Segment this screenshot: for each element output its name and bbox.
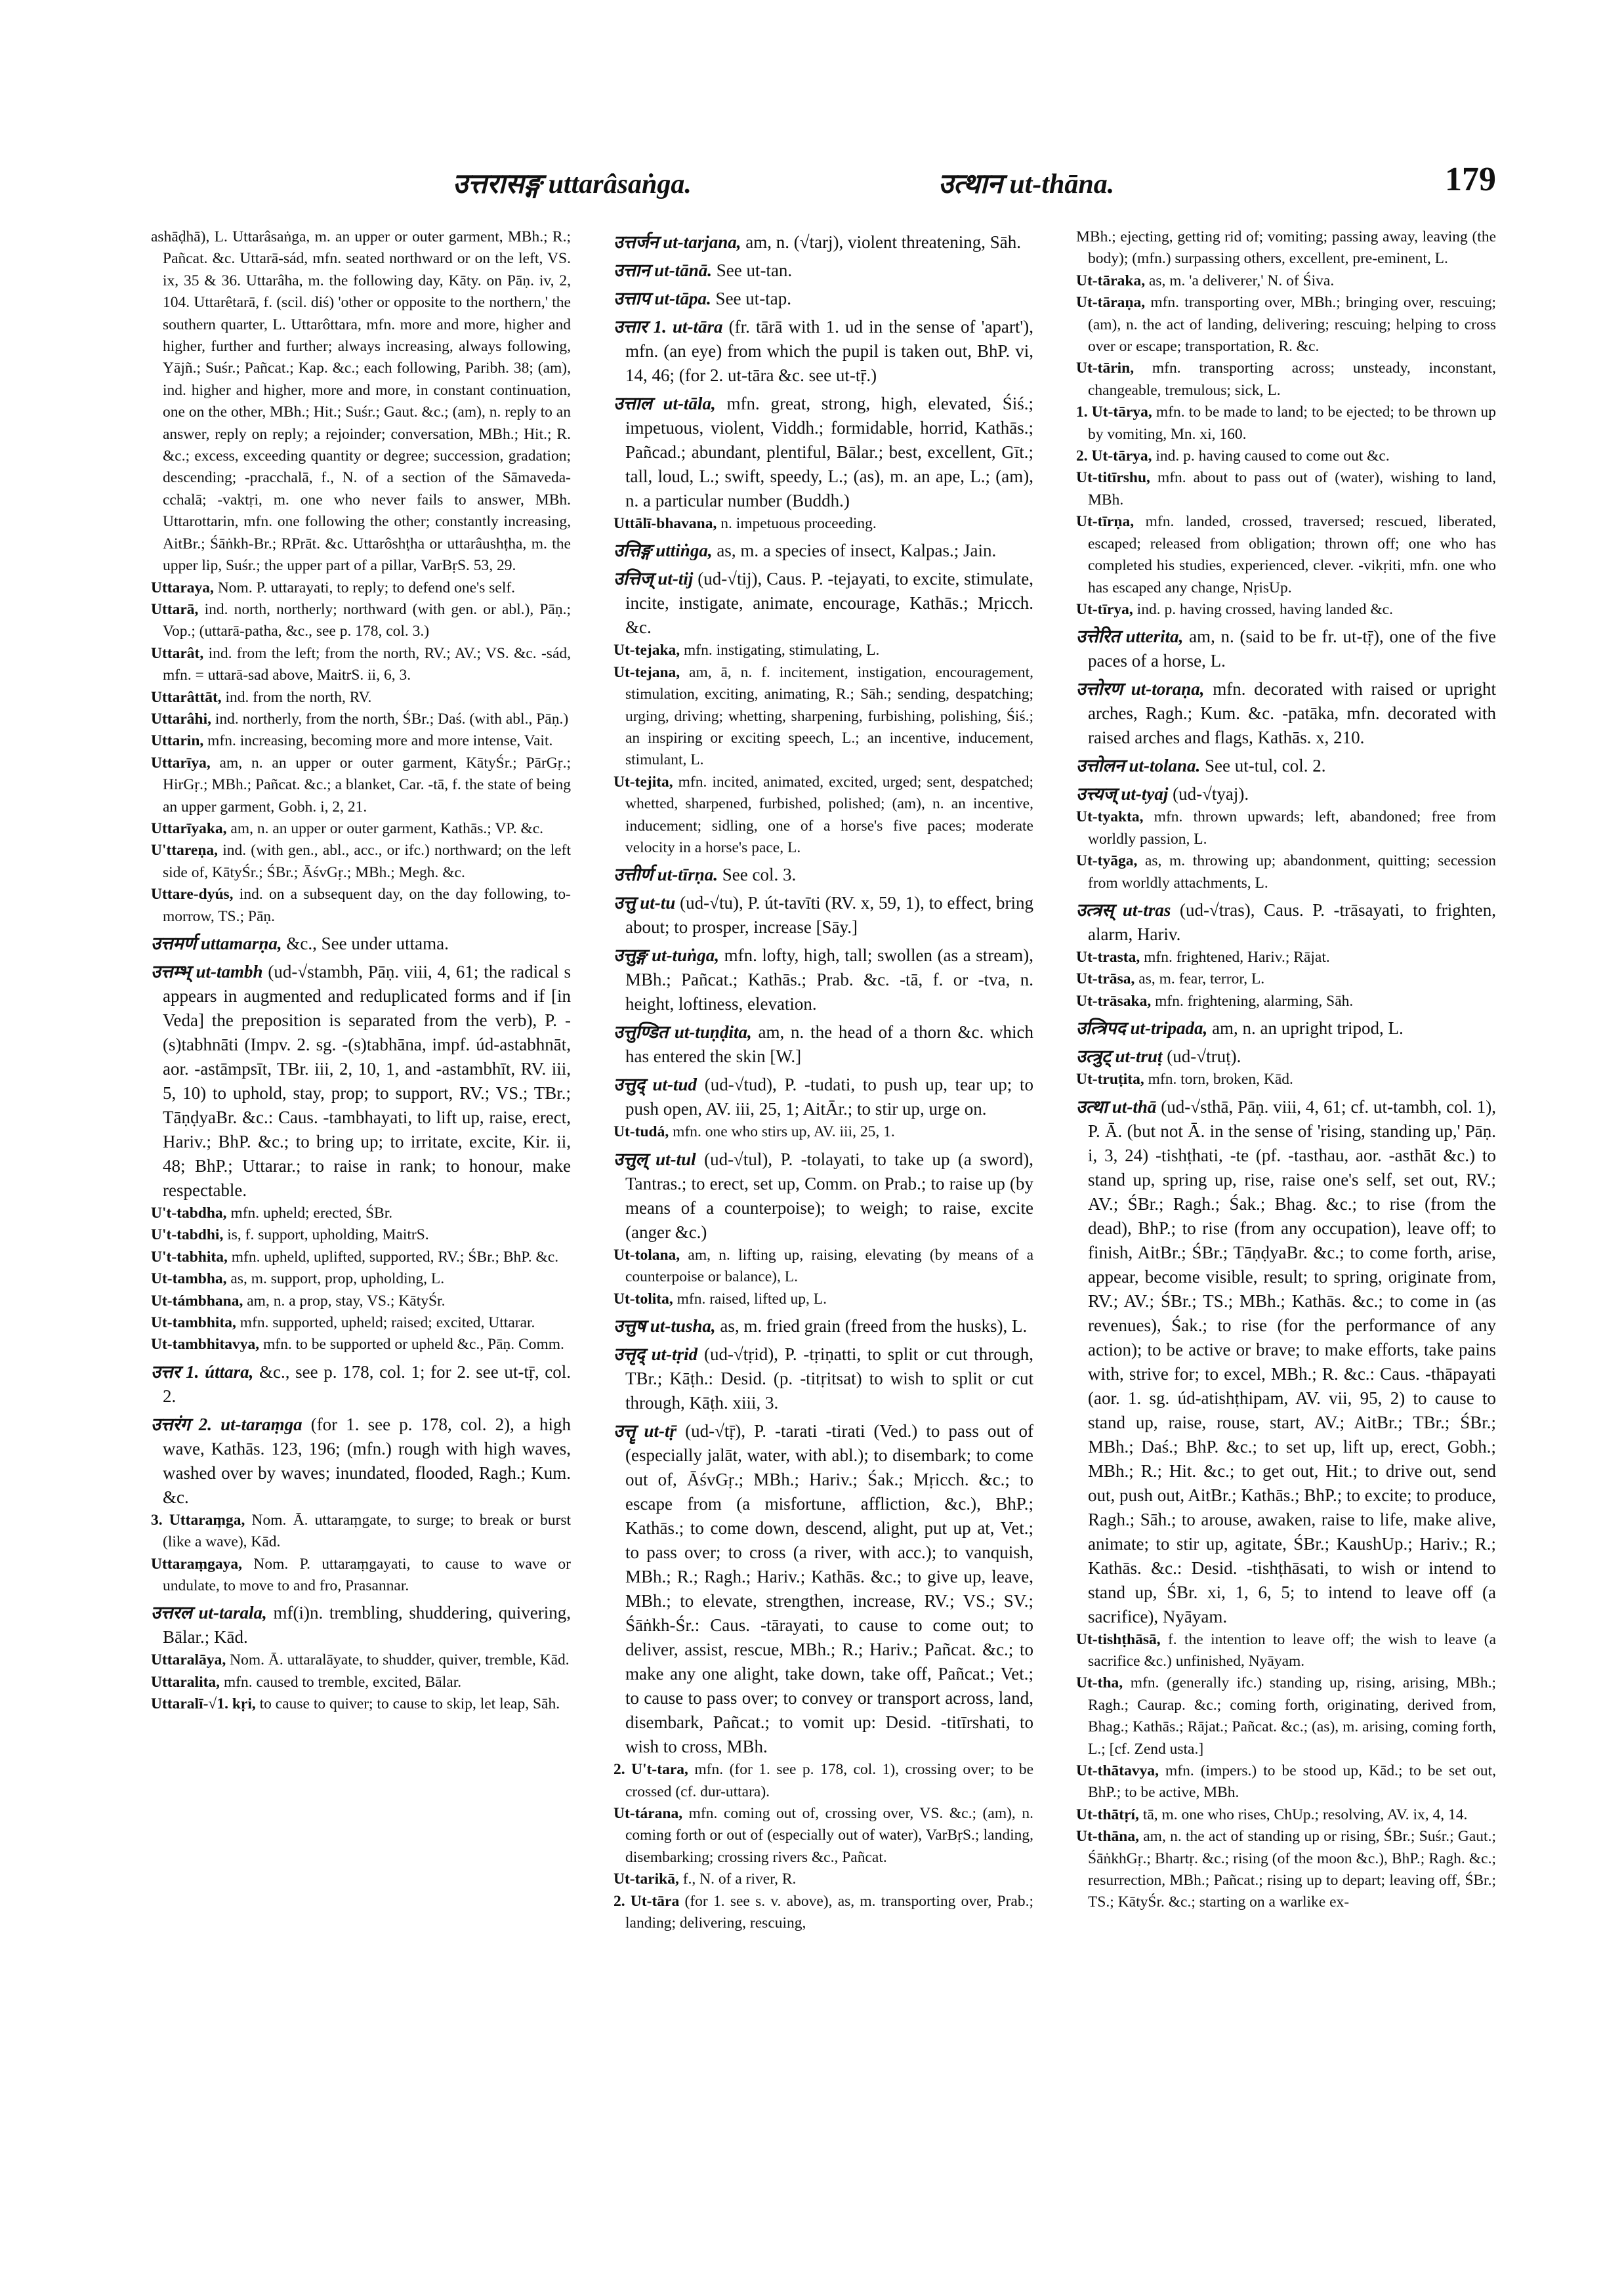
dictionary-entry xyxy=(614,1419,1033,1759)
entry-headword: Uttaralī-√1. kṛi, xyxy=(151,1695,256,1713)
dictionary-entry xyxy=(1076,1826,1496,1914)
entry-headword: 2. Ut-tāra xyxy=(614,1892,680,1910)
entry-headword: उत्तेरित utterita, xyxy=(1076,627,1184,647)
dictionary-entry xyxy=(151,1247,571,1268)
dictionary-entry xyxy=(1076,599,1496,621)
dictionary-entry xyxy=(151,599,571,643)
entry-definition: mfn. (generally ifc.) standing up, rising, arising, MBh.; Ragh.; Caurap. &c.; coming forth, originating, derived from, Bhag.; Kathās.; Rājat.; Pañcat. &c.; (as), m. arising, coming forth, L.; [cf. Zend usta.] xyxy=(1088,1674,1496,1758)
entry-definition: ind. north, northerly; northward (with gen. or abl.), Pāṇ.; Vop.; (uttarā-patha, &c., see p. 178, col. 3.) xyxy=(163,600,571,640)
entry-headword: 2. Ut-tārya, xyxy=(1076,447,1152,465)
entry-definition: (ud-√truṭ). xyxy=(1167,1046,1241,1067)
entry-definition: mfn. to be made to land; to be ejected; to be thrown up by vomiting, Mn. xi, 160. xyxy=(1088,403,1496,443)
entry-definition: n. impetuous proceeding. xyxy=(720,515,877,532)
entry-headword: उत्तृद् ut-tṛid xyxy=(614,1344,698,1365)
dictionary-entry xyxy=(151,1649,571,1671)
entry-definition: as, m. support, prop, upholding, L. xyxy=(230,1270,445,1288)
entry-definition: See ut-tul, col. 2. xyxy=(1205,756,1326,776)
entry-definition: (ud-√tyaj). xyxy=(1173,784,1249,804)
dictionary-entry xyxy=(614,392,1033,513)
entry-definition: ind. from the north, RV. xyxy=(225,688,372,706)
entry-headword: Uttarâhi, xyxy=(151,710,212,728)
dictionary-entry xyxy=(614,1342,1033,1415)
entry-definition: ind. p. having crossed, having landed &c. xyxy=(1136,600,1393,618)
dictionary-columns xyxy=(151,226,1496,2247)
entry-headword: Ut-tyāga, xyxy=(1076,852,1138,870)
entry-definition: ind. from the left; from the north, RV.; AV.; VS. &c. -sád, mfn. = uttarā-sad above, MaitrS. ii, 6, 3. xyxy=(163,644,571,684)
entry-headword: U't-tabdhi, xyxy=(151,1226,224,1244)
entry-headword: Ut-tārin, xyxy=(1076,360,1135,377)
entry-headword: उत्था ut-thā xyxy=(1076,1096,1157,1117)
entry-headword: Uttarīya, xyxy=(151,754,211,772)
entry-definition: mfn. transporting across; unsteady, inconstant, changeable, tremulous; sick, L. xyxy=(1088,360,1496,399)
entry-headword: Ut-tudá, xyxy=(614,1123,669,1141)
entry-headword: Ut-tejaka, xyxy=(614,642,680,659)
dictionary-entry xyxy=(1076,1672,1496,1760)
entry-definition: ind. on a subsequent day, on the day following, to-morrow, TS.; Pāṇ. xyxy=(163,886,571,925)
entry-definition: f., N. of a river, R. xyxy=(682,1871,797,1888)
entry-definition: &c., see p. 178, col. 1; for 2. see ut-tṝ, col. 2. xyxy=(163,1361,571,1406)
dictionary-entry xyxy=(1076,226,1496,270)
dictionary-entry xyxy=(1076,1760,1496,1804)
entry-headword: Ut-tejita, xyxy=(614,773,673,791)
dictionary-entry xyxy=(151,1554,571,1598)
dictionary-entry xyxy=(614,287,1033,311)
entry-headword: उत्तिङ्ग uttiṅga, xyxy=(614,541,713,561)
dictionary-entry xyxy=(614,1314,1033,1338)
dictionary-entry xyxy=(1076,467,1496,511)
dictionary-entry xyxy=(1076,292,1496,358)
entry-headword: Ut-trāsaka, xyxy=(1076,992,1152,1010)
dictionary-entry xyxy=(614,943,1033,1016)
entry-definition: (ud-√tu), P. út-tavīti (RV. x, 59, 1), to effect, bring about; to prosper, increase [Sāy.] xyxy=(625,893,1033,938)
entry-definition: Nom. P. uttaraṃgayati, to cause to wave or undulate, to move to and fro, Prasannar. xyxy=(163,1555,571,1595)
entry-headword: उत्तरल ut-tarala, xyxy=(151,1603,267,1623)
dictionary-entry xyxy=(151,1693,571,1715)
entry-headword: Ut-thāna, xyxy=(1076,1828,1139,1846)
entry-headword: Ut-thātṛí, xyxy=(1076,1806,1139,1823)
entry-definition: ind. p. having caused to come out &c. xyxy=(1156,447,1390,465)
entry-definition: as, m. fried grain (freed from the husks), L. xyxy=(720,1316,1028,1336)
dictionary-entry xyxy=(1076,358,1496,402)
entry-definition: (ud-√stambh, Pāṇ. viii, 4, 61; the radical s appears in augmented and reduplicated forms and if [in Veda] the preposition is separated from the verb), P. -(s)tabhnāti (Impv. 2. sg. -(s)tabhāna, impf. úd-astabhnāt, aor. -astāmpsīt, TBr. iii, 2, 10, 1, and -astambhīt, RV. iii, 5, 10) to uphold, stay, prop; to support, RV.; VS.; TBr.; TāṇḍyaBr. &c.: Caus. -tambhayati, to lift up, raise, erect, Hariv.; BhP. &c.; to bring up; to irritate, excite, Kir. ii, 48; BhP.; Uttarar.; to raise in rank; to honour, make respectable. xyxy=(163,962,571,1200)
entry-headword: Uttaraya, xyxy=(151,579,214,596)
dictionary-entry xyxy=(614,640,1033,661)
dictionary-entry xyxy=(151,226,571,577)
entry-headword: Ut-tishṭhāsā, xyxy=(1076,1630,1161,1648)
dictionary-entry xyxy=(151,1224,571,1246)
entry-headword: U't-tabhita, xyxy=(151,1248,228,1266)
entry-headword: 3. Uttaraṃga, xyxy=(151,1511,245,1529)
entry-headword: 1. Ut-tārya, xyxy=(1076,403,1152,421)
entry-definition: mfn. to be supported or upheld &c., Pāṇ. Comm. xyxy=(263,1336,564,1354)
column-3 xyxy=(1076,226,1496,2247)
entry-definition: Nom. Ā. uttaraṃgate, to surge; to break or burst (like a wave), Kād. xyxy=(163,1511,571,1551)
entry-definition: mfn. supported, upheld; raised; excited, Uttarar. xyxy=(239,1314,535,1332)
entry-definition: mfn. torn, broken, Kād. xyxy=(1148,1071,1293,1088)
entry-headword: Ut-tarikā, xyxy=(614,1871,679,1888)
entry-definition: mfn. one who stirs up, AV. iii, 25, 1. xyxy=(673,1123,895,1141)
dictionary-entry xyxy=(151,1672,571,1693)
dictionary-entry xyxy=(151,643,571,687)
entry-definition: mfn. frightening, alarming, Sāh. xyxy=(1155,992,1354,1010)
entry-definition: mfn. caused to tremble, excited, Bālar. xyxy=(223,1673,462,1691)
entry-headword: U't-tabdha, xyxy=(151,1205,227,1222)
dictionary-entry xyxy=(1076,1016,1496,1041)
entry-headword: Ut-tambhita, xyxy=(151,1314,236,1332)
entry-definition: am, ā, n. f. incitement, instigation, encouragement, stimulation, exciting, animating, R.; Sāh.; sending, despatching; urging, driving; whetting, sharpening, furbishing, polishing, Śiś.; an inspiring or exciting speech, L.; an incentive, inducement, stimulant, L. xyxy=(625,663,1033,769)
entry-headword: Uttālī-bhavana, xyxy=(614,515,717,532)
entry-headword: उत्तुण्डित ut-tuṇḍita, xyxy=(614,1022,752,1043)
entry-definition: See ut-tap. xyxy=(715,289,792,308)
entry-headword: उत्त्रुट् ut-truṭ xyxy=(1076,1046,1163,1067)
entry-headword: उत्तर्जन ut-tarjana, xyxy=(614,232,741,252)
dictionary-entry xyxy=(1076,947,1496,968)
entry-headword: Ut-tha, xyxy=(1076,1674,1123,1692)
entry-definition: (ud-√tṛid), P. -tṛiṇatti, to split or cut through, TBr.; Kāṭh.: Desid. (p. -titṛitsat) to wish to split or cut through, Kāṭh. xiii, 3. xyxy=(625,1344,1033,1413)
entry-headword: उत्तुल् ut-tul xyxy=(614,1149,696,1169)
dictionary-entry xyxy=(151,730,571,752)
entry-definition: MBh.; ejecting, getting rid of; vomiting; passing away, leaving (the body); (mfn.) surpassing others, excellent, pre-eminent, L. xyxy=(1076,228,1496,268)
entry-definition: mfn. lofty, high, tall; swollen (as a stream), MBh.; Pañcat.; Kathās.; Prab. &c. -tā, f. or -tva, n. height, loftiness, elevation. xyxy=(625,945,1033,1014)
entry-headword: उत्तार 1. ut-tāra xyxy=(614,317,723,337)
entry-headword: उत्त्रिपद ut-tripada, xyxy=(1076,1018,1208,1039)
entry-definition: mfn. coming out of, crossing over, VS. &c.; (am), n. coming forth or out of (especially out of water), VarBṛS.; landing, disembarking; crossing rivers &c., Pañcat. xyxy=(625,1804,1033,1866)
entry-definition: Nom. Ā. uttaralāyate, to shudder, quiver, tremble, Kād. xyxy=(230,1651,570,1669)
entry-definition: is, f. support, upholding, MaitrS. xyxy=(227,1226,429,1244)
entry-headword: उत्तरंग 2. ut-taraṃga xyxy=(151,1414,302,1434)
entry-headword: उत्तर 1. úttara, xyxy=(151,1361,254,1382)
entry-headword: उत्तान ut-tānā. xyxy=(614,260,712,280)
dictionary-entry xyxy=(151,709,571,730)
dictionary-entry xyxy=(151,932,571,956)
entry-definition: mfn. frightened, Hariv.; Rājat. xyxy=(1144,948,1330,966)
entry-definition: mfn. decorated with raised or upright arches, Ragh.; Kum. &c. -patāka, mfn. decorated with raised arches and flags, Kathās. x, 210. xyxy=(1088,679,1496,748)
dictionary-entry xyxy=(1076,754,1496,778)
dictionary-entry xyxy=(614,1245,1033,1289)
dictionary-entry xyxy=(614,863,1033,887)
entry-definition: tā, m. one who rises, ChUp.; resolving, AV. ix, 4, 14. xyxy=(1142,1806,1468,1823)
entry-headword: उत्तम्भ् ut-tambh xyxy=(151,962,263,982)
entry-headword: Ut-thātavya, xyxy=(1076,1762,1159,1779)
dictionary-entry xyxy=(1076,1629,1496,1673)
entry-headword: Uttaralita, xyxy=(151,1673,220,1691)
dictionary-entry xyxy=(614,567,1033,640)
header-left-catchword: उत्तरासङ्ग uttarâsaṅga. xyxy=(453,169,692,199)
dictionary-entry xyxy=(614,1759,1033,1803)
dictionary-entry xyxy=(151,753,571,818)
entry-definition: (ud-√tṝ), P. -tarati -tirati (Ved.) to pass out of (especially jalāt, water, with abl.); to disembark; to come out of, ĀśvGṛ.; MBh.; Hariv.; Śak.; Mṛicch. &c.; to escape from (a misfortune, affliction, &c.), BhP.; Kathās.; to come down, descend, alight, put up at, Vet.; to pass over; to cross (a river, with acc.); to vanquish, MBh.; R.; Ragh.; Hariv.; Kathās. &c.; to give up, leave, MBh.; to elevate, strengthen, increase, RV.; VS.; SV.; Śāṅkh-Śr.: Caus. -tārayati, to cause to come out; to deliver, assist, rescue, MBh.; R.; Hariv.; Pañcat. &c.; to make any one alight, take down, take off, Pañcat.; Vet.; to cause to pass over; to convey or transport across, land, disembark, Pañcat.; to vomit up: Desid. -titīrshati, to wish to cross, MBh. xyxy=(625,1421,1033,1757)
entry-headword: 2. U't-tara, xyxy=(614,1761,688,1779)
entry-definition: mfn. increasing, becoming more and more intense, Vait. xyxy=(207,732,553,750)
entry-definition: mfn. great, strong, high, elevated, Śiś.; impetuous, violent, Viddh.; formidable, horrid, Kathās.; Pañcad.; abundant, plentiful, Bālar.; best, excellent, Gīt.; tall, loud, L.; swift, speedy, L.; (as), m. an ape, L.; (am), n. a particular number (Buddh.) xyxy=(625,394,1033,510)
entry-headword: उत्तोरण ut-toraṇa, xyxy=(1076,679,1205,699)
column-2 xyxy=(614,226,1033,2247)
entry-definition: (ud-√tud), P. -tudati, to push up, tear up; to push open, AV. iii, 25, 1; AitĀr.; to stir up, urge on. xyxy=(625,1075,1033,1119)
entry-headword: Ut-tyakta, xyxy=(1076,808,1144,826)
dictionary-entry xyxy=(1076,991,1496,1012)
entry-headword: Uttarā, xyxy=(151,600,199,618)
dictionary-entry xyxy=(614,891,1033,940)
dictionary-entry xyxy=(614,1891,1033,1935)
entry-definition: mf(i)n. trembling, shuddering, quivering, Bālar.; Kād. xyxy=(163,1603,571,1647)
entry-definition: am, n. the act of standing up or rising, ŚBr.; Suśr.; Gaut.; ŚāṅkhGṛ.; Bhartṛ. &c.; rising (of the moon &c.), BhP.; Ragh. &c.; resurrection, MBh.; Pañcat.; rising up to depart; leaving off, ŚBr.; TS.; KātyŚr. &c.; starting on a warlike ex- xyxy=(1088,1828,1496,1911)
dictionary-entry xyxy=(1076,782,1496,806)
entry-headword: Ut-tárana, xyxy=(614,1804,683,1822)
dictionary-entry xyxy=(614,539,1033,563)
entry-definition: See col. 3. xyxy=(722,865,797,885)
entry-definition: (ud-√sthā, Pāṇ. viii, 4, 61; cf. ut-tambh, col. 1), P. Ā. (but not Ā. in the sense of 'rising, standing up,' Pāṇ. i, 3, 24) -tishṭhati, -te (pf. -tasthau, aor. -asthāt &c.) to stand up, spring up, rise, raise one's self, set out, RV.; AV.; ŚBr.; Ragh.; Śak.; Bhag. &c.; to rise (from the dead), BhP.; to rise (from any occupation), leave off; to finish, AitBr.; ŚBr.; TāṇḍyaBr. &c.; to come forth, arise, appear, become visible, result; to spring, originate from, RV.; AV.; ŚBr.; TS.; MBh.; Kathās. &c.; to come in (as revenues), Śak.; to rise (for the performance of any action); to be active or brave; to make efforts, take pains with, strive for; to excel, MBh.; R. &c.: Caus. -thāpayati (aor. 1. sg. úd-atishṭhipam, AV. vii, 95, 2) to cause to stand up, raise, rouse, start, AV.; AitBr.; TBr.; ŚBr.; MBh.; Daś.; BhP. &c.; to set up, lift up, erect, Gobh.; MBh.; R.; Hit. &c.; to get out, Hit.; to drive out, send out, push out, AitBr.; Kathās.; BhP.; to excite; to produce, Ragh.; Sāh.; to arouse, awaken, raise to life, make alive, animate; to stir up, agitate, ŚBr.; KaushUp.; Hariv.; R.; Kathās. &c.: Desid. -tishṭhāsati, to wish or intend to stand up, ŚBr. xi, 1, 6, 5; to intend to leave off (a sacrifice), Nyāyam. xyxy=(1088,1096,1496,1626)
entry-definition: mfn. transporting over, MBh.; bringing over, rescuing; (am), n. the act of landing, delivering; rescuing; helping to cross over or escape; transportation, R. &c. xyxy=(1088,294,1496,356)
entry-headword: Ut-trāsa, xyxy=(1076,970,1135,988)
entry-headword: उत्तमर्ण uttamarṇa, xyxy=(151,934,282,953)
header-right-catchword: उत्थान ut-thāna. xyxy=(938,169,1115,199)
entry-headword: Uttarât, xyxy=(151,644,204,662)
dictionary-entry xyxy=(151,1510,571,1554)
entry-headword: Ut-tīrṇa, xyxy=(1076,513,1135,531)
entry-definition: to cause to quiver; to cause to skip, let leap, Sāh. xyxy=(259,1695,560,1713)
entry-definition: am, n. an upper or outer garment, KātyŚr.; PārGṛ.; HirGṛ.; MBh.; Pañcat. &c.; a blanket, Car. -tā, f. the state of being an upper garment, Gobh. i, 2, 21. xyxy=(163,754,571,816)
entry-definition: See ut-tan. xyxy=(716,260,793,280)
dictionary-entry xyxy=(1076,898,1496,947)
dictionary-entry xyxy=(614,513,1033,535)
dictionary-entry xyxy=(614,772,1033,859)
entry-headword: उत्तीर्ण ut-tīrṇa. xyxy=(614,865,718,885)
entry-headword: Ut-truṭita, xyxy=(1076,1071,1144,1088)
entry-definition: Nom. P. uttarayati, to reply; to defend one's self. xyxy=(217,579,516,596)
entry-definition: (fr. tārā with 1. ud in the sense of 'apart'), mfn. (an eye) from which the pupil is taken out, BhP. vi, 14, 46; (for 2. ut-tāra &c. see ut-tṝ.) xyxy=(625,317,1033,385)
dictionary-entry xyxy=(151,840,571,884)
entry-definition: f. the intention to leave off; the wish to leave (a sacrifice &c.) unfinished, Nyāyam. xyxy=(1088,1630,1496,1670)
dictionary-entry xyxy=(614,1121,1033,1143)
dictionary-entry xyxy=(151,818,571,840)
dictionary-entry xyxy=(1076,677,1496,750)
dictionary-entry xyxy=(1076,270,1496,292)
entry-headword: उत्तोलन ut-tolana. xyxy=(1076,756,1201,776)
dictionary-entry xyxy=(614,1289,1033,1310)
dictionary-entry xyxy=(1076,625,1496,673)
entry-headword: Ut-tambhitavya, xyxy=(151,1336,260,1354)
entry-definition: mfn. incited, animated, excited, urged; sent, despatched; whetted, sharpened, furbished, polished; (am), n. an incentive, inducement; sidling, one of a horse's five paces; moderate velocity in a horse's pace, L. xyxy=(625,773,1033,857)
entry-definition: mfn. upheld, uplifted, supported, RV.; ŚBr.; BhP. &c. xyxy=(231,1248,559,1266)
entry-definition: (for 1. see p. 178, col. 2), a high wave, Kathās. 123, 196; (mfn.) rough with high waves, washed over by waves; inundated, flooded, Ragh.; Kum. &c. xyxy=(163,1414,571,1507)
page-number: 179 xyxy=(1445,161,1496,198)
entry-headword: Ut-tāraka, xyxy=(1076,272,1146,289)
entry-headword: Ut-tejana, xyxy=(614,663,680,681)
entry-definition: mfn. (impers.) to be stood up, Kād.; to be set out, BhP.; to be active, MBh. xyxy=(1088,1762,1496,1802)
entry-headword: Uttarin, xyxy=(151,732,204,750)
entry-headword: उत्ताप ut-tāpa. xyxy=(614,289,711,308)
entry-headword: उत्तुष ut-tusha, xyxy=(614,1316,716,1336)
entry-definition: am, n. (√tarj), violent threatening, Sāh. xyxy=(745,232,1021,252)
entry-definition: am, n. the head of a thorn &c. which has entered the skin [W.] xyxy=(625,1022,1033,1067)
entry-definition: (ud-√tij), Caus. P. -tejayati, to excite, stimulate, incite, instigate, animate, encourage, Kathās.; Mṛicch. &c. xyxy=(625,569,1033,638)
dictionary-entry xyxy=(614,258,1033,283)
dictionary-entry xyxy=(151,577,571,599)
entry-headword: Uttarâttāt, xyxy=(151,688,222,706)
entry-headword: Ut-trasta, xyxy=(1076,948,1140,966)
dictionary-entry xyxy=(614,1148,1033,1245)
entry-definition: &c., See under uttama. xyxy=(286,934,449,953)
entry-definition: (for 1. see s. v. above), as, m. transporting over, Prab.; landing; delivering, rescuing, xyxy=(625,1892,1033,1932)
entry-definition: mfn. instigating, stimulating, L. xyxy=(684,642,880,659)
entry-definition: ind. northerly, from the north, ŚBr.; Daś. (with abl., Pāṇ.) xyxy=(215,710,569,728)
entry-definition: ashāḍhā), L. Uttarâsaṅga, m. an upper or outer garment, MBh.; R.; Pañcat. &c. Uttarā-sád, mfn. seated northward or on the left, VS. ix, 35 & 36. Uttarâha, m. the following day, Kāty. on Pāṇ. iv, 2, 104. Uttarêtarā, f. (scil. diś) 'other or opposite to the northern,' the southern quarter, L. Uttarôttara, mfn. more and more, higher and higher, further and further; always increasing, always following, Yājñ.; Suśr.; Pañcat.; Kap. &c.; each following, Paribh. 38; (am), ind. higher and higher, more and more, in constant continuation, one on the other, MBh.; Hit.; Suśr.; Gaut. &c.; (am), n. reply to an answer, reply on reply; a rejoinder; conversation, MBh.; Hit.; R. &c.; excess, exceeding quantity or degree; succession, gradation; descending; -pracchalā, f., N. of a section of the Sāmaveda-cchalā; -vaktṛi, m. one who never fails to answer, MBh. Uttarottarin, mfn. one following the other; constantly increasing, AitBr.; Śāṅkh-Br.; RPrāt. &c. Uttarôshṭha or uttarâushṭha, m. the upper lip, Suśr.; the upper part of a pillar, VarBṛS. 53, 29. xyxy=(151,228,571,575)
entry-definition: am, n. (said to be fr. ut-tṝ), one of the five paces of a horse, L. xyxy=(1088,627,1496,671)
entry-definition: mfn. upheld; erected, ŚBr. xyxy=(230,1205,393,1222)
dictionary-entry xyxy=(1076,1069,1496,1090)
entry-definition: ind. (with gen., abl., acc., or ifc.) northward; on the left side of, KātyŚr.; ŚBr.; ĀśvGṛ.; MBh.; Megh. &c. xyxy=(163,842,571,881)
entry-definition: mfn. raised, lifted up, L. xyxy=(677,1290,827,1308)
dictionary-entry xyxy=(151,1312,571,1334)
entry-definition: (ud-√tul), P. -tolayati, to take up (a sword), Tantras.; to erect, set up, Comm. on Prab.; to raise up (by means of a counterpoise); to weigh; to raise, excite (anger &c.) xyxy=(625,1149,1033,1242)
dictionary-entry xyxy=(1076,511,1496,599)
entry-definition: as, m. throwing up; abandonment, quitting; secession from worldly attachments, L. xyxy=(1088,852,1496,892)
entry-definition: as, m. fear, terror, L. xyxy=(1138,970,1265,988)
entry-headword: Ut-támbhana, xyxy=(151,1292,243,1310)
entry-headword: उत्त्रस् ut-tras xyxy=(1076,899,1171,920)
dictionary-entry xyxy=(151,1360,571,1409)
entry-definition: mfn. about to pass out of (water), wishing to land, MBh. xyxy=(1088,469,1496,508)
dictionary-entry xyxy=(1076,968,1496,990)
entry-headword: उत्त्यज् ut-tyaj xyxy=(1076,784,1169,804)
entry-headword: उत्तु ut-tu xyxy=(614,893,676,913)
dictionary-entry xyxy=(614,1020,1033,1069)
entry-headword: उत्तुद् ut-tud xyxy=(614,1075,697,1095)
dictionary-entry xyxy=(1076,1095,1496,1629)
dictionary-entry xyxy=(614,230,1033,255)
entry-definition: am, n. an upper or outer garment, Kathās.; VP. &c. xyxy=(230,819,544,837)
entry-headword: U'ttareṇa, xyxy=(151,842,219,859)
entry-definition: am, n. an upright tripod, L. xyxy=(1212,1018,1404,1039)
entry-definition: am, n. a prop, stay, VS.; KātyŚr. xyxy=(247,1292,446,1310)
entry-definition: as, m. 'a deliverer,' N. of Śiva. xyxy=(1148,272,1335,289)
dictionary-entry xyxy=(151,1334,571,1355)
dictionary-entry xyxy=(1076,806,1496,850)
entry-headword: Ut-tīrya, xyxy=(1076,600,1133,618)
dictionary-entry xyxy=(151,1203,571,1224)
entry-headword: उत्तिज् ut-tij xyxy=(614,569,694,589)
dictionary-entry xyxy=(614,315,1033,388)
column-1 xyxy=(151,226,571,2247)
entry-headword: Uttarīyaka, xyxy=(151,819,227,837)
entry-headword: उत्तुङ्ग ut-tuṅga, xyxy=(614,945,719,966)
entry-definition: mfn. (for 1. see p. 178, col. 1), crossing over; to be crossed (cf. dur-uttara). xyxy=(625,1761,1033,1800)
entry-headword: Ut-tolita, xyxy=(614,1290,673,1308)
entry-definition: am, n. lifting up, raising, elevating (by means of a counterpoise or balance), L. xyxy=(625,1246,1033,1286)
dictionary-entry xyxy=(614,1073,1033,1121)
entry-headword: Ut-tambha, xyxy=(151,1270,227,1288)
dictionary-entry xyxy=(151,1268,571,1290)
entry-headword: Uttaraṃgaya, xyxy=(151,1555,243,1573)
entry-headword: उत्तॄ ut-tṝ xyxy=(614,1421,677,1441)
entry-definition: mfn. thrown upwards; left, abandoned; free from worldly passion, L. xyxy=(1088,808,1496,848)
dictionary-entry xyxy=(614,1869,1033,1890)
dictionary-entry xyxy=(1076,1804,1496,1826)
entry-headword: Uttaralāya, xyxy=(151,1651,226,1669)
entry-definition: as, m. a species of insect, Kalpas.; Jain. xyxy=(717,541,997,561)
dictionary-entry xyxy=(151,884,571,928)
entry-headword: उत्ताल ut-tāla, xyxy=(614,394,716,413)
dictionary-entry xyxy=(151,1413,571,1510)
entry-headword: Ut-tāraṇa, xyxy=(1076,294,1146,312)
dictionary-entry xyxy=(1076,445,1496,467)
entry-headword: Ut-titīrshu, xyxy=(1076,469,1150,487)
dictionary-entry xyxy=(151,1291,571,1312)
dictionary-entry xyxy=(151,960,571,1203)
dictionary-entry xyxy=(1076,402,1496,445)
dictionary-entry xyxy=(1076,1044,1496,1069)
dictionary-entry xyxy=(614,662,1033,772)
dictionary-entry xyxy=(151,1601,571,1649)
entry-definition: mfn. landed, crossed, traversed; rescued, liberated, escaped; released from obligation; thrown off; one who has completed his studies, experienced, clever. -vikṛiti, mfn. one who has escaped any change, NṛisUp. xyxy=(1088,513,1496,596)
dictionary-entry xyxy=(1076,850,1496,894)
entry-headword: Uttare-dyús, xyxy=(151,886,234,903)
entry-definition: (ud-√tras), Caus. P. -trāsayati, to frighten, alarm, Hariv. xyxy=(1088,899,1496,944)
dictionary-entry xyxy=(151,687,571,709)
dictionary-entry xyxy=(614,1803,1033,1869)
running-header xyxy=(157,161,1496,210)
entry-headword: Ut-tolana, xyxy=(614,1246,680,1264)
